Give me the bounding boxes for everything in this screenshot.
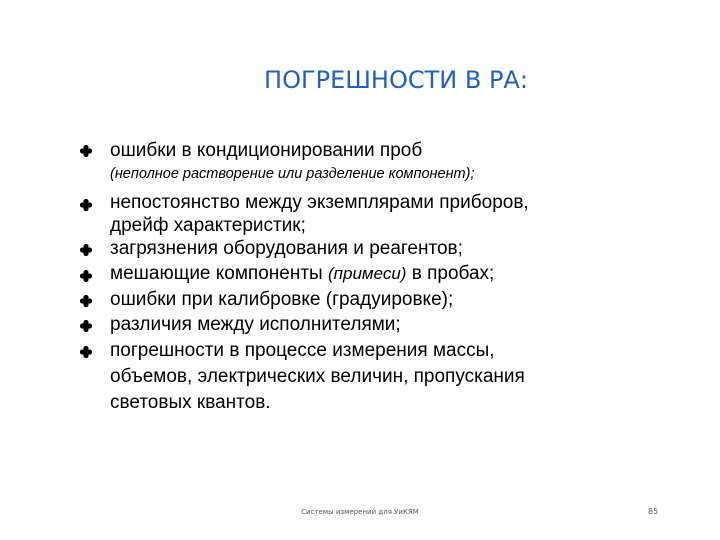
list-item-1-text: ошибки в кондиционировании проб	[110, 140, 423, 161]
list-item-7-text-line-3: световых квантов.	[110, 392, 271, 413]
list-item-2-text-line-2: дрейф характеристик;	[110, 215, 306, 236]
diamond-bullet-icon	[76, 240, 96, 260]
list-item-6-text: различия между исполнителями;	[110, 314, 401, 335]
diamond-bullet-icon	[76, 291, 96, 311]
slide-title-text: ПОГРЕШНОСТИ В РА:	[264, 66, 528, 94]
diamond-bullet-icon	[76, 195, 96, 215]
diamond-bullet-icon	[76, 342, 96, 362]
slide-footer	[0, 508, 720, 516]
list-item-3-text: загрязнения оборудования и реагентов;	[110, 238, 463, 259]
diamond-bullet-icon	[76, 266, 96, 286]
footer-text: Системы измерений для УиКЯМ	[301, 508, 419, 516]
diamond-bullet-icon	[76, 141, 96, 161]
list-item-4-text	[110, 262, 494, 286]
list-item-4-text-post: в пробах;	[406, 263, 495, 284]
page-number: 85	[648, 507, 659, 516]
diamond-bullet-icon	[76, 316, 96, 336]
list-item-4-parenthetical: (примеси)	[327, 264, 407, 283]
list-item-2-text-line-1: непостоянство между экземплярами приборов,	[110, 192, 529, 213]
list-item-7-text-line-1: погрешности в процессе измерения массы,	[110, 340, 495, 361]
list-item-7-text-line-2: объемов, электрических величин, пропускания	[110, 366, 525, 387]
list-item-5-text: ошибки при калибровке (градуировке);	[110, 289, 454, 310]
list-item-4-text-pre: мешающие компоненты	[110, 263, 328, 284]
list-item-1-note: (неполное растворение или разделение компонент);	[110, 166, 475, 182]
